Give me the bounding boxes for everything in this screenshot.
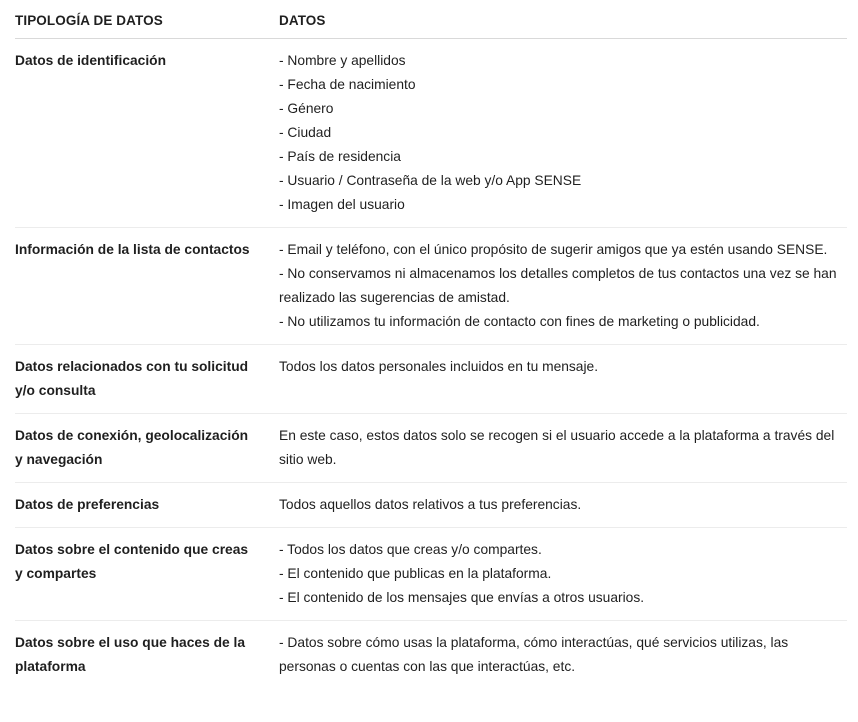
table-row	[15, 528, 847, 621]
data-item: - Ciudad	[279, 125, 332, 140]
data-item: - País de residencia	[279, 149, 401, 164]
header-data-type: TIPOLOGÍA DE DATOS	[15, 0, 279, 39]
table-row	[15, 414, 847, 483]
data-description	[279, 483, 847, 528]
data-description	[279, 528, 847, 621]
data-type-label: Datos sobre el contenido que creas y compartes	[15, 528, 279, 621]
table-row	[15, 228, 847, 345]
table-row	[15, 621, 847, 690]
data-types-table	[15, 0, 847, 689]
data-item: - Imagen del usuario	[279, 197, 405, 212]
data-item: - Fecha de nacimiento	[279, 77, 416, 92]
data-item: - El contenido que publicas en la plataforma.	[279, 566, 552, 581]
data-type-label: Datos de identificación	[15, 39, 279, 228]
table-row	[15, 39, 847, 228]
data-item: - Género	[279, 101, 334, 116]
data-item: Todos los datos personales incluidos en tu mensaje.	[279, 359, 599, 374]
data-item: - Datos sobre cómo usas la plataforma, cómo interactúas, qué servicios utilizas, las personas o cuentas con las que interactúas, etc.	[279, 635, 789, 674]
data-item: - Email y teléfono, con el único propósito de sugerir amigos que ya estén usando SENSE.	[279, 242, 828, 257]
data-item: - No utilizamos tu información de contacto con fines de marketing o publicidad.	[279, 314, 760, 329]
data-item: - Usuario / Contraseña de la web y/o App SENSE	[279, 173, 582, 188]
data-description	[279, 39, 847, 228]
table-row	[15, 345, 847, 414]
data-item: En este caso, estos datos solo se recogen si el usuario accede a la plataforma a través del sitio web.	[279, 428, 835, 467]
table-header	[15, 0, 847, 39]
data-item: - El contenido de los mensajes que envías a otros usuarios.	[279, 590, 645, 605]
table-body	[15, 39, 847, 690]
data-item: - No conservamos ni almacenamos los detalles completos de tus contactos una vez se han realizado las sugerencias de amistad.	[279, 266, 837, 305]
data-type-label: Datos de preferencias	[15, 483, 279, 528]
data-type-label: Datos sobre el uso que haces de la plataforma	[15, 635, 246, 674]
data-type-label: Información de la lista de contactos	[15, 228, 279, 345]
table-row	[15, 483, 847, 528]
data-description	[279, 414, 847, 483]
data-type-label: Datos relacionados con tu solicitud y/o consulta	[15, 345, 279, 414]
data-description	[279, 621, 847, 690]
data-item: - Nombre y apellidos	[279, 53, 406, 68]
header-data: DATOS	[279, 0, 847, 39]
data-types-table-container	[15, 0, 847, 689]
data-item: Todos aquellos datos relativos a tus preferencias.	[279, 497, 582, 512]
data-type-label: Datos de conexión, geolocalización y navegación	[15, 414, 279, 483]
data-description	[279, 228, 847, 345]
header-row	[15, 0, 847, 39]
data-description	[279, 345, 847, 414]
data-item: - Todos los datos que creas y/o compartes.	[279, 542, 542, 557]
